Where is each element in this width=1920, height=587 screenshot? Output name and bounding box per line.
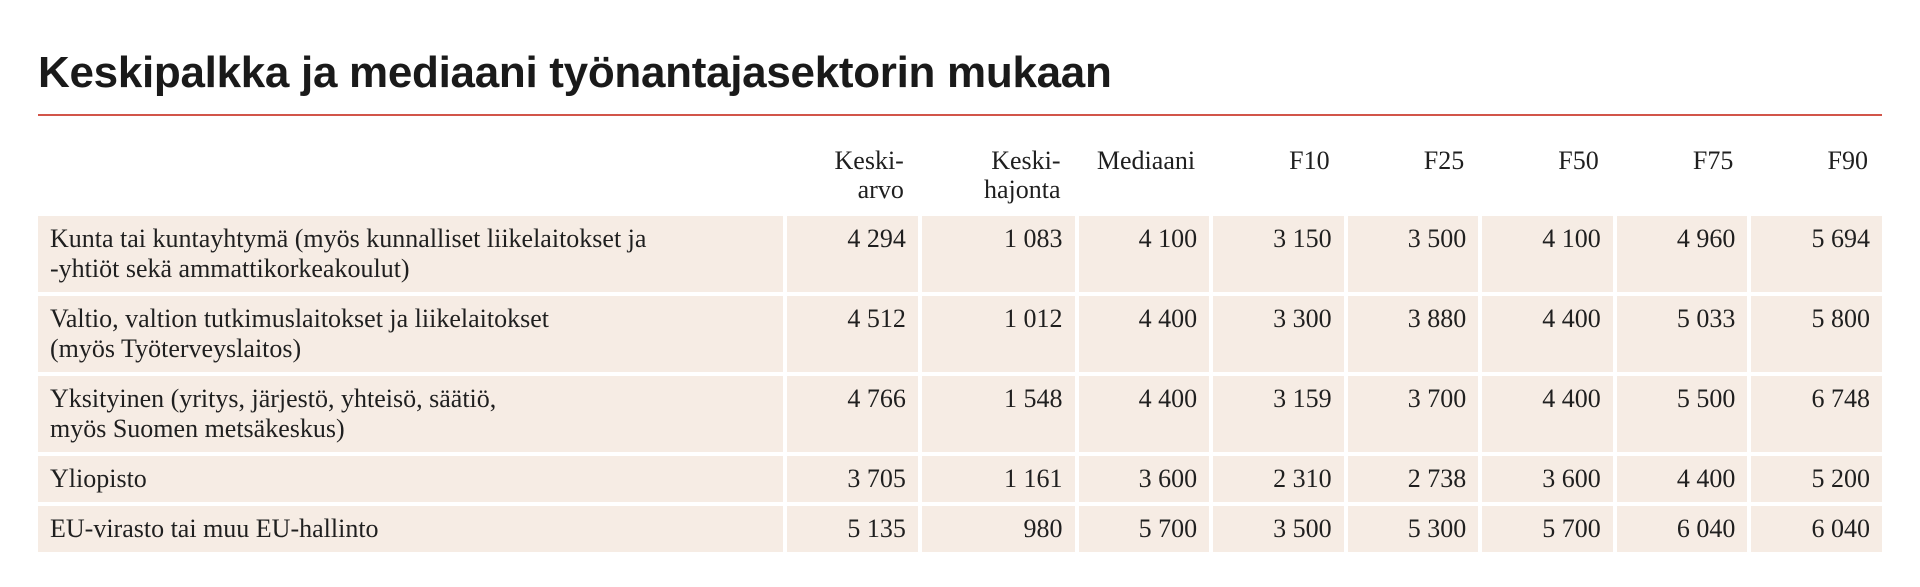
header-cell	[1348, 136, 1479, 212]
header-cell	[1482, 136, 1613, 212]
row-label	[38, 216, 783, 292]
value-cell: 4 100	[1079, 216, 1210, 292]
value-cell: 4 100	[1482, 216, 1613, 292]
value-cell: 6 040	[1617, 506, 1748, 552]
value-cell: 6 748	[1751, 376, 1882, 452]
header-cell	[1617, 136, 1748, 212]
value-cell: 5 700	[1482, 506, 1613, 552]
value-cell: 5 500	[1617, 376, 1748, 452]
value-cell: 4 960	[1617, 216, 1748, 292]
value-cell: 3 159	[1213, 376, 1344, 452]
header-text: F10	[1289, 146, 1330, 175]
value-cell: 3 500	[1348, 216, 1479, 292]
table-row	[38, 456, 1882, 502]
row-label-text: (myös Työterveyslaitos)	[50, 334, 302, 363]
value-cell: 1 548	[922, 376, 1075, 452]
value-cell: 4 400	[1482, 376, 1613, 452]
value-cell: 3 150	[1213, 216, 1344, 292]
table-header	[38, 136, 1882, 212]
header-cell	[1213, 136, 1344, 212]
value-cell: 3 500	[1213, 506, 1344, 552]
value-cell: 1 012	[922, 296, 1075, 372]
table-row	[38, 216, 1882, 292]
row-label	[38, 376, 783, 452]
header-text: Mediaani	[1096, 146, 1196, 175]
header-cell	[787, 136, 918, 212]
value-cell: 5 300	[1348, 506, 1479, 552]
row-label-text: Valtio, valtion tutkimuslaitokset ja liikelaitokset	[50, 304, 549, 333]
row-label	[38, 296, 783, 372]
header-text: arvo	[857, 175, 904, 204]
row-label	[38, 506, 783, 552]
table-body	[38, 216, 1882, 552]
value-cell: 2 310	[1213, 456, 1344, 502]
salary-table-container	[38, 136, 1882, 556]
value-cell: 980	[922, 506, 1075, 552]
title-divider	[38, 114, 1882, 116]
value-cell: 2 738	[1348, 456, 1479, 502]
header-text: F90	[1827, 146, 1868, 175]
value-cell: 5 135	[787, 506, 918, 552]
header-cell	[922, 136, 1075, 212]
value-cell: 5 200	[1751, 456, 1882, 502]
value-cell: 4 512	[787, 296, 918, 372]
value-cell: 3 300	[1213, 296, 1344, 372]
value-cell: 5 033	[1617, 296, 1748, 372]
table-row	[38, 506, 1882, 552]
header-text: hajonta	[983, 175, 1061, 204]
value-cell: 5 694	[1751, 216, 1882, 292]
value-cell: 4 400	[1482, 296, 1613, 372]
row-label-text: EU-virasto tai muu EU-hallinto	[50, 514, 379, 543]
value-cell: 6 040	[1751, 506, 1882, 552]
value-cell: 3 880	[1348, 296, 1479, 372]
table-row	[38, 296, 1882, 372]
value-cell: 3 705	[787, 456, 918, 502]
value-cell: 1 161	[922, 456, 1075, 502]
header-cell	[1079, 136, 1210, 212]
header-cell	[1751, 136, 1882, 212]
row-label-text: -yhtiöt sekä ammattikorkeakoulut)	[50, 254, 410, 283]
header-text: F25	[1423, 146, 1465, 175]
header-text: Keski-	[991, 146, 1061, 175]
header-text: Keski-	[834, 146, 904, 175]
value-cell: 3 600	[1079, 456, 1210, 502]
value-cell: 5 700	[1079, 506, 1210, 552]
row-label	[38, 456, 783, 502]
row-label-text: Kunta tai kuntayhtymä (myös kunnalliset liikelaitokset ja	[50, 224, 647, 253]
table-row	[38, 376, 1882, 452]
value-cell: 4 400	[1079, 376, 1210, 452]
value-cell: 5 800	[1751, 296, 1882, 372]
value-cell: 4 400	[1617, 456, 1748, 502]
header-cell-sector	[38, 136, 783, 212]
page-title: Keskipalkka ja mediaani työnantajasektorin mukaan	[38, 48, 1112, 97]
salary-table	[34, 132, 1886, 556]
row-label-text: Yliopisto	[50, 464, 147, 493]
value-cell: 4 294	[787, 216, 918, 292]
value-cell: 3 700	[1348, 376, 1479, 452]
row-label-text: Yksityinen (yritys, järjestö, yhteisö, säätiö,	[50, 384, 497, 413]
header-text: F75	[1692, 146, 1734, 175]
value-cell: 4 766	[787, 376, 918, 452]
value-cell: 4 400	[1079, 296, 1210, 372]
header-row	[38, 136, 1882, 212]
header-text: F50	[1558, 146, 1599, 175]
value-cell: 1 083	[922, 216, 1075, 292]
row-label-text: myös Suomen metsäkeskus)	[50, 414, 345, 443]
value-cell: 3 600	[1482, 456, 1613, 502]
